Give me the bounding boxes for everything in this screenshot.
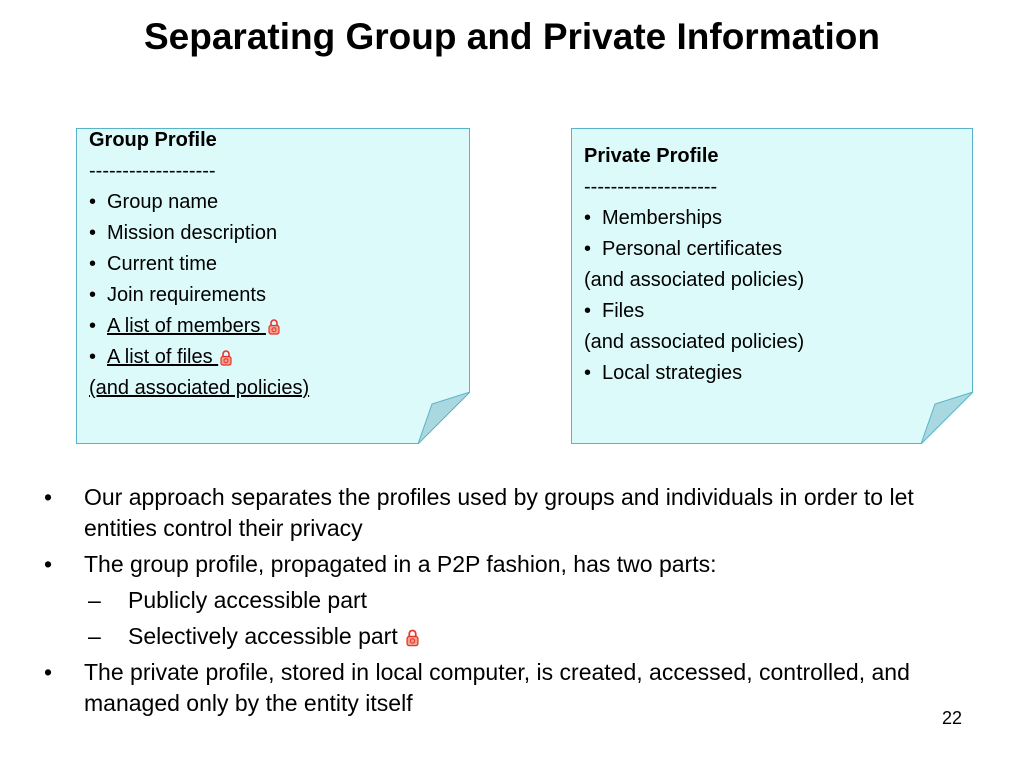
group-profile-content [89,125,309,404]
note-fold-corner [418,392,470,444]
members-link[interactable]: A list of members [107,315,266,337]
list-item-continuation: (and associated policies) [584,331,805,353]
list-item: • Files [584,300,645,322]
sub-bullet-point: – Publicly accessible part [88,587,368,613]
note-fold-corner [921,392,973,444]
list-item-locked: • A list of members [89,311,309,342]
list-item: • Join requirements [89,284,266,306]
sub-bullet-point: – Selectively accessible part [40,621,980,652]
private-profile-title: Private Profile [584,145,719,167]
list-item: • Local strategies [584,362,743,384]
list-item: • Mission description [89,222,278,244]
list-item: • Current time [89,253,218,275]
list-item: • Personal certificates [584,238,783,260]
bullet-point: • The private profile, stored in local computer, is created, accessed, controlled, and managed only by the entity itself [44,659,910,716]
policies-link[interactable]: (and associated policies) [89,377,310,399]
private-profile-content [584,141,804,389]
slide-title: Separating Group and Private Information [144,16,880,57]
group-profile-separator: ------------------- [89,160,216,182]
private-profile-note [571,128,973,444]
padlock-icon [220,349,232,366]
padlock-icon [406,628,419,647]
list-item: • Memberships [584,207,723,229]
group-profile-note [76,128,470,444]
private-profile-separator: -------------------- [584,176,718,198]
bullet-point: • Our approach separates the profiles used by groups and individuals in order to let entities control their privacy [44,484,914,541]
group-profile-title: Group Profile [89,129,217,151]
list-item: • Group name [89,191,219,213]
list-item-continuation: (and associated policies) [584,269,805,291]
list-item-locked: • A list of files [89,342,309,373]
page-number: 22 [941,708,962,728]
body-bullet-list [40,482,980,724]
padlock-icon [268,318,280,335]
bullet-point: • The group profile, propagated in a P2P fashion, has two parts: [44,551,717,577]
files-link[interactable]: A list of files [107,346,219,368]
